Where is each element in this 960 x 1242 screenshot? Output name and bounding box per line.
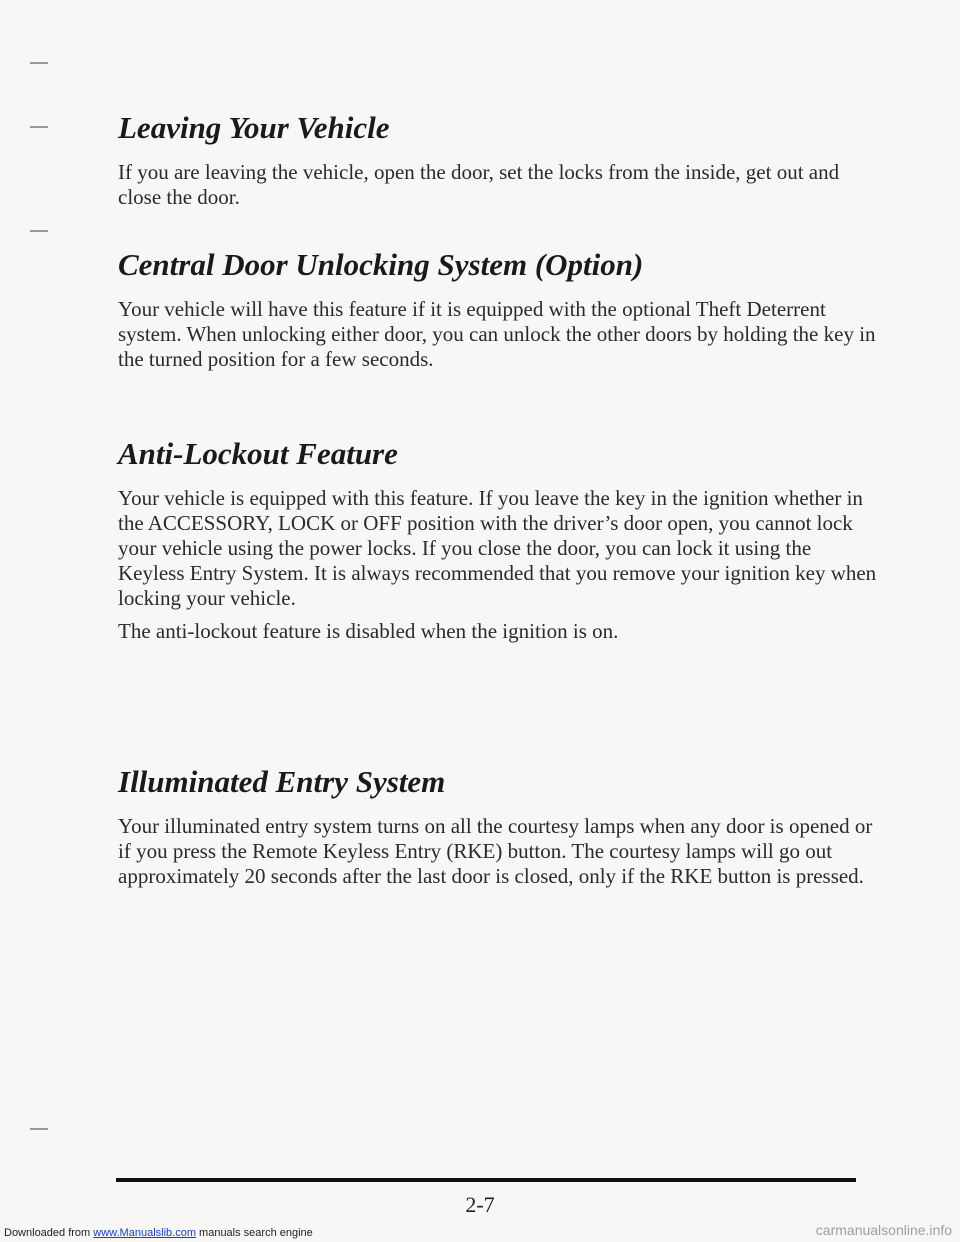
download-footer: [4, 1226, 313, 1240]
section-heading: Anti-Lockout Feature: [118, 436, 398, 471]
section-heading: Illuminated Entry System: [118, 764, 446, 799]
section-anti-lockout: [118, 436, 878, 652]
section-heading: Central Door Unlocking System (Option): [118, 247, 644, 282]
section-heading: Leaving Your Vehicle: [118, 110, 390, 145]
section-paragraph: Your vehicle will have this feature if it is equipped with the optional Theft Deterrent system. When unlocking either door, you can unlock the other doors by holding the key in the turned position for a few seconds.: [118, 297, 876, 371]
margin-mark: [30, 1128, 48, 1130]
margin-mark: [30, 230, 48, 232]
section-leaving-vehicle: [118, 110, 878, 218]
page-number: 2-7: [465, 1192, 495, 1217]
margin-mark: [30, 126, 48, 128]
section-paragraph: Your illuminated entry system turns on all the courtesy lamps when any door is opened or if you press the Remote Keyless Entry (RKE) button. The courtesy lamps will go out approximately 20 seconds after the last door is closed, only if the RKE button is pressed.: [118, 814, 873, 888]
watermark: carmanualsonline.info: [815, 1222, 952, 1238]
footer-rule: [116, 1178, 856, 1182]
section-paragraph: Your vehicle is equipped with this feature. If you leave the key in the ignition whether in the ACCESSORY, LOCK or OFF position with the driver’s door open, you cannot lock your vehicle using the power locks. If you close the door, you can lock it using the Keyless Entry System. It is always recommended that you remove your ignition key when locking your vehicle.: [118, 486, 877, 610]
section-paragraph: The anti-lockout feature is disabled when the ignition is on.: [118, 619, 619, 643]
footer-suffix: manuals search engine: [195, 1227, 313, 1239]
manualslib-link[interactable]: www.Manualslib.com: [93, 1227, 196, 1239]
section-central-door-unlocking: [118, 247, 878, 380]
section-illuminated-entry: [118, 764, 878, 897]
section-paragraph: If you are leaving the vehicle, open the door, set the locks from the inside, get out and close the door.: [118, 160, 840, 209]
margin-mark: [30, 62, 48, 64]
footer-prefix: Downloaded from: [4, 1227, 94, 1239]
